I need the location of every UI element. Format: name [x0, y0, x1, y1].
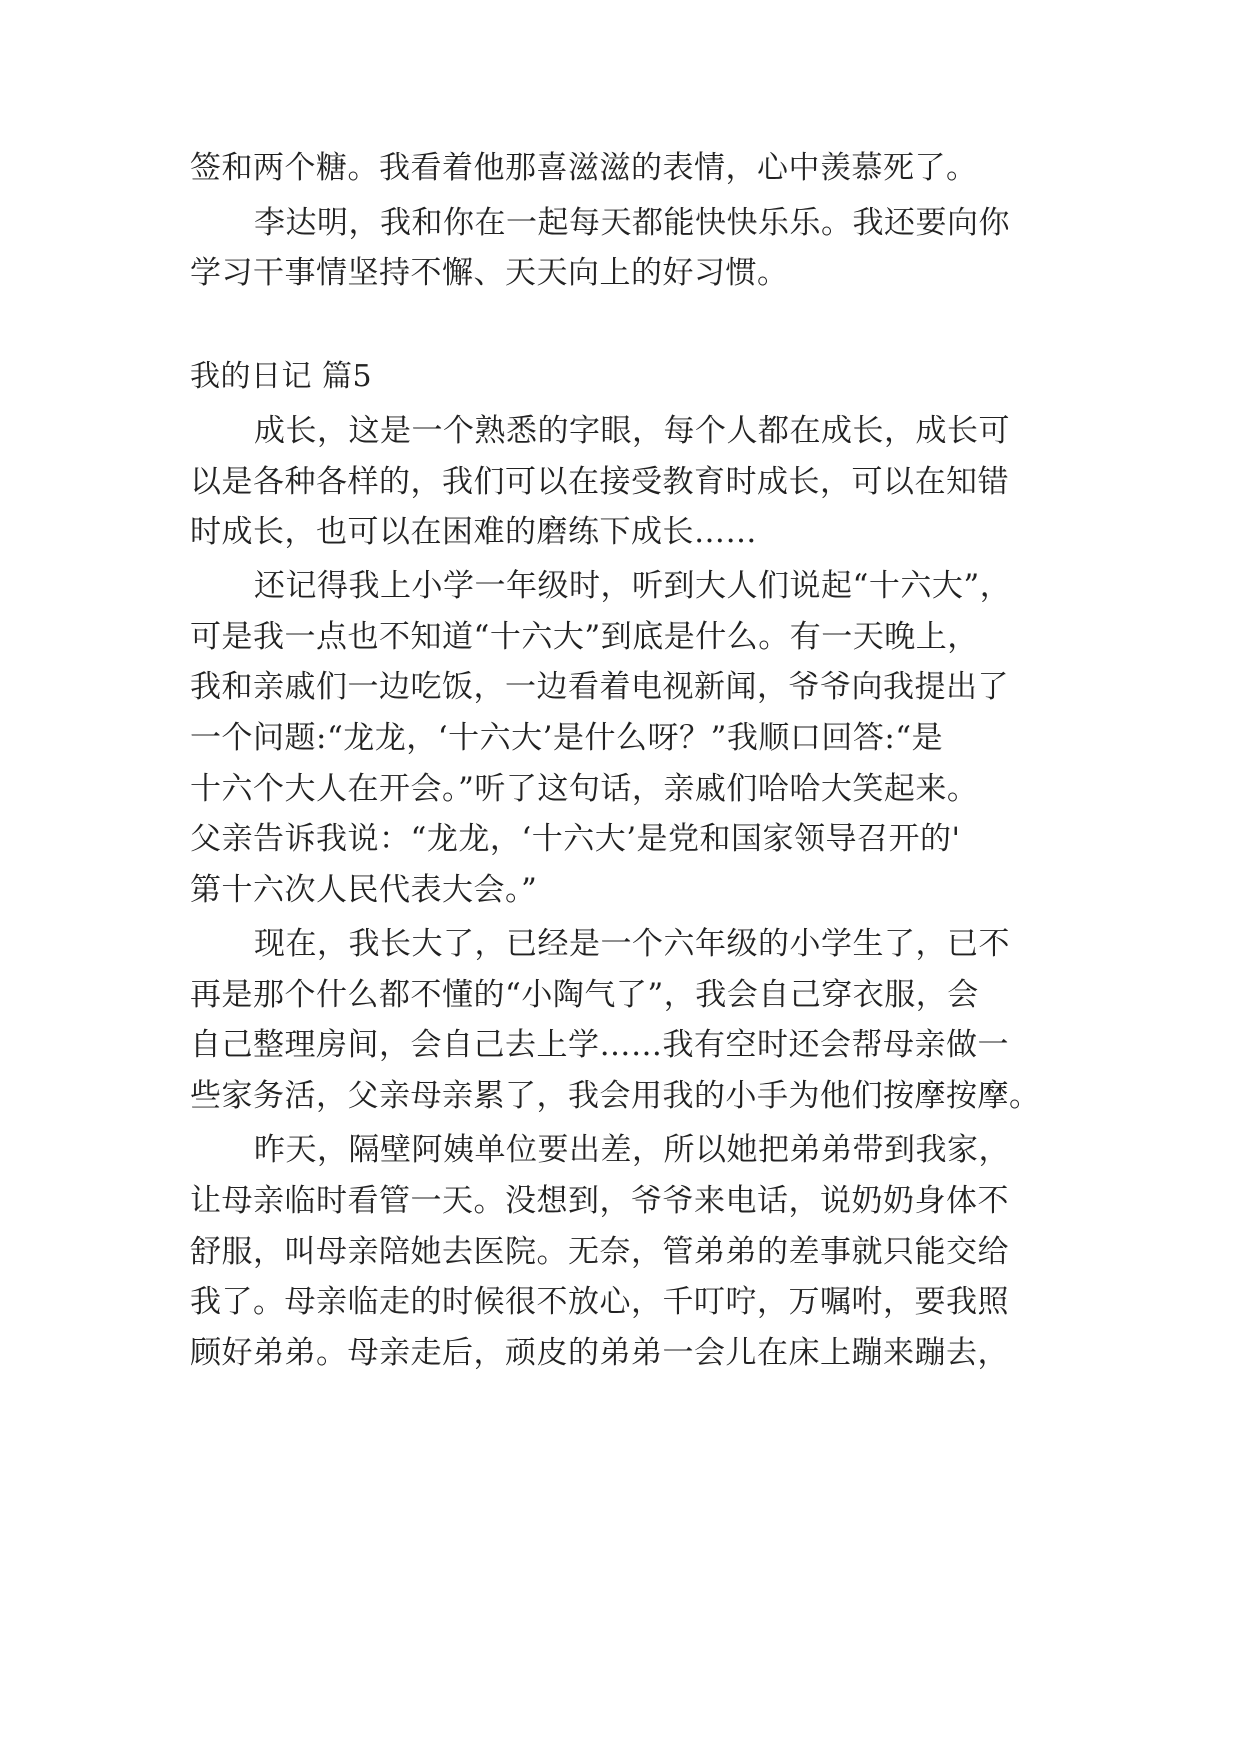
text-line: 现在，我长大了，已经是一个六年级的小学生了，已不 [254, 926, 1010, 962]
text-line: 再是那个什么都不懂的“小陶气了”，我会自己穿衣服，会 [190, 977, 979, 1013]
text-line: 自己整理房间，会自己去上学……我有空时还会帮母亲做一 [190, 1027, 1009, 1063]
text-line: 一个问题:“龙龙，‘十六大’是什么呀？”我顺口回答:“是 [190, 720, 944, 756]
text-line: 成长，这是一个熟悉的字眼，每个人都在成长，成长可 [254, 413, 1010, 449]
text-line: 让母亲临时看管一天。没想到，爷爷来电话，说奶奶身体不 [190, 1183, 1009, 1219]
text-line: 还记得我上小学一年级时，听到大人们说起“十六大”， [254, 568, 1012, 604]
text-line: 父亲告诉我说：“龙龙，‘十六大’是党和国家领导召开的' [190, 821, 961, 857]
text-line: 时成长，也可以在困难的磨练下成长…… [190, 514, 757, 550]
text-line: 签和两个糖。我看着他那喜滋滋的表情，心中羡慕死了。 [190, 150, 978, 186]
text-line: 顾好弟弟。母亲走后，顽皮的弟弟一会儿在床上蹦来蹦去， [190, 1335, 1009, 1371]
text-line: 李达明，我和你在一起每天都能快快乐乐。我还要向你 [254, 205, 1010, 241]
text-line: 舒服，叫母亲陪她去医院。无奈，管弟弟的差事就只能交给 [190, 1234, 1009, 1270]
text-line: 可是我一点也不知道“十六大”到底是什么。有一天晚上， [190, 619, 979, 655]
text-line: 我了。母亲临走的时候很不放心，千叮咛，万嘱咐，要我照 [190, 1284, 1009, 1320]
text-line: 我和亲戚们一边吃饭，一边看着电视新闻，爷爷向我提出了 [190, 669, 1009, 705]
text-line: 十六个大人在开会。”听了这句话，亲戚们哈哈大笑起来。 [190, 771, 979, 807]
text-line: 以是各种各样的，我们可以在接受教育时成长，可以在知错 [190, 464, 1009, 500]
text-line: 些家务活，父亲母亲累了，我会用我的小手为他们按摩按摩。 [190, 1078, 1041, 1114]
text-line: 学习干事情坚持不懈、天天向上的好习惯。 [190, 255, 789, 291]
text-line: 第十六次人民代表大会。” [190, 872, 538, 908]
section-title: 我的日记 篇5 [190, 359, 373, 394]
text-line: 昨天，隔壁阿姨单位要出差，所以她把弟弟带到我家， [254, 1132, 1010, 1168]
